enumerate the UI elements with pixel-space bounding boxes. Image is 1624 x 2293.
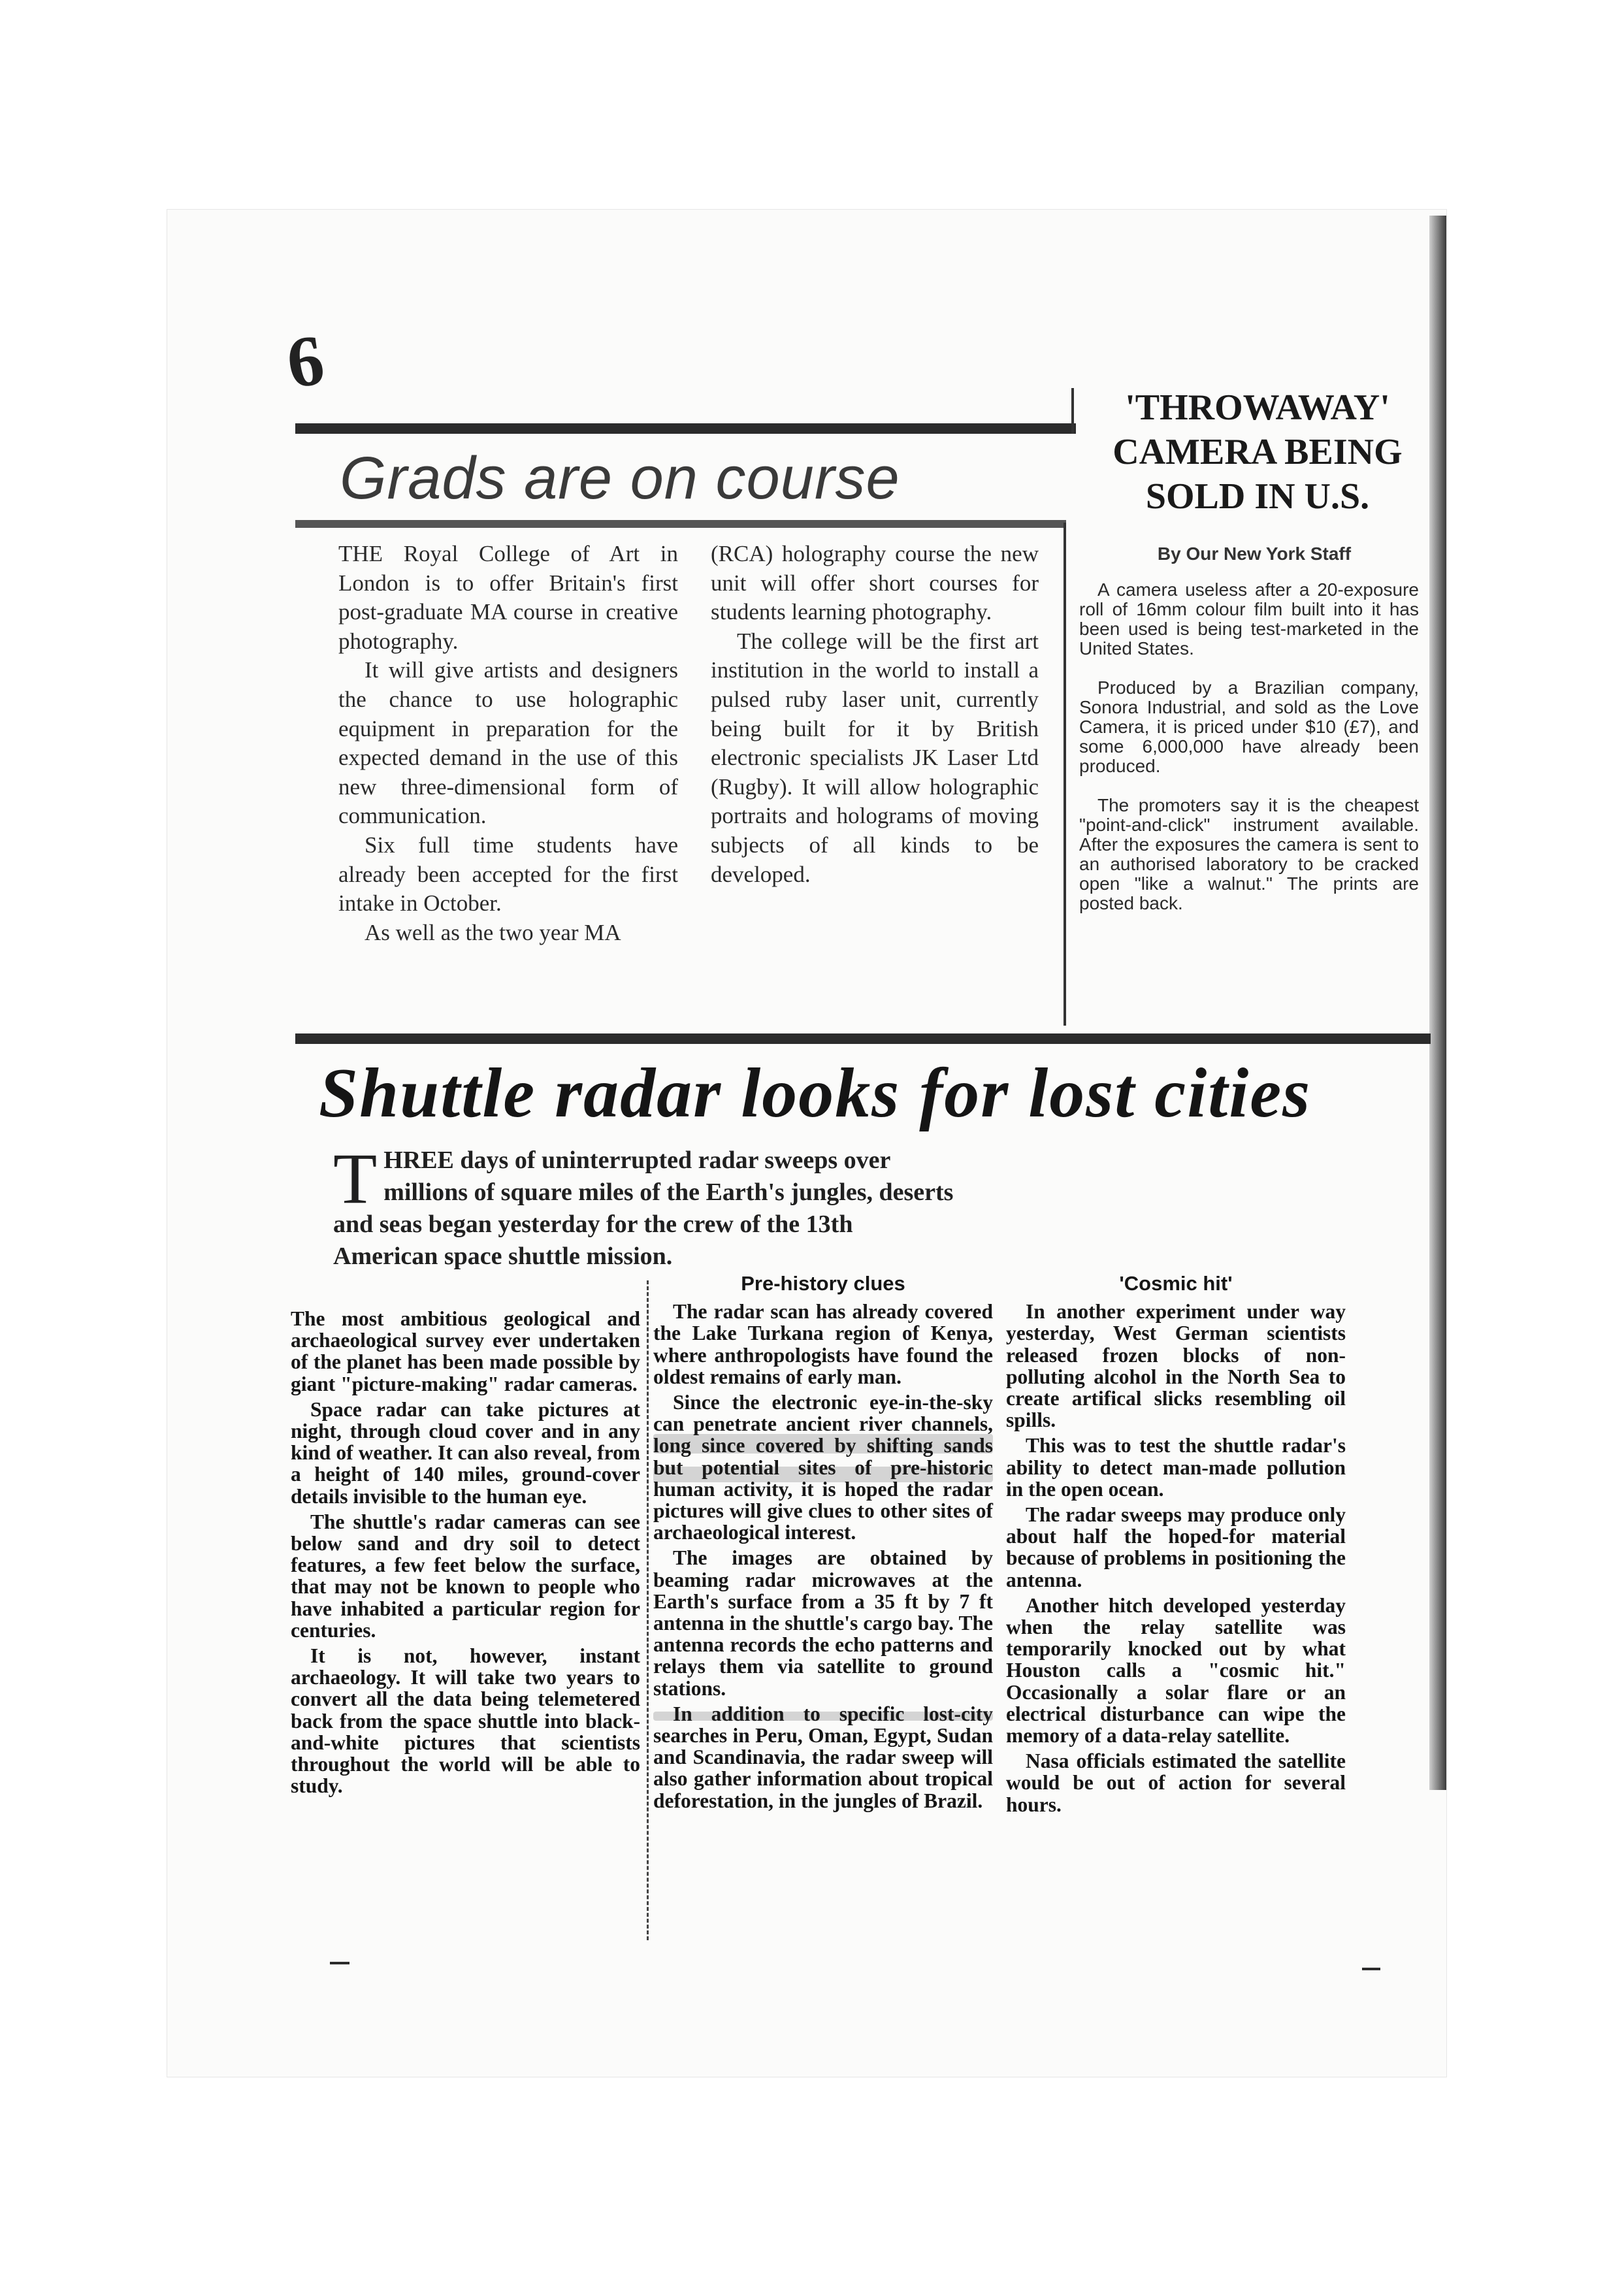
shuttle-col2-paragraph: Since the electronic eye-in-the-sky can penetrate ancient river channels, long since covered by shifting sands but potential sites of pre-historic human activity, it is hoped the radar pictures will give clues to other sites of archaeological interest. bbox=[653, 1391, 993, 1544]
shuttle-column-3 bbox=[1006, 1273, 1346, 1819]
footer-dash bbox=[1362, 1968, 1380, 1970]
shuttle-col3-paragraph: In another experiment under way yesterday, West German scientists released frozen blocks of non-polluting alcohol in the North Sea to create artifical slicks resembling oil spills. bbox=[1006, 1300, 1346, 1432]
sidebar-divider bbox=[1064, 523, 1066, 1026]
photocopy-smudge bbox=[653, 1434, 993, 1454]
throwaway-paragraph: A camera useless after a 20-exposure roll of 16mm colour film built into it has been used is being test-marketed in the United States. bbox=[1079, 579, 1419, 659]
throwaway-headline: 'THROWAWAY' CAMERA BEING SOLD IN U.S. bbox=[1112, 387, 1403, 517]
shuttle-col1-paragraph: The shuttle's radar cameras can see below sand and dry soil to detect features, a few feet below the surface, that may not be known to people who have inhabited a particular region for centuries. bbox=[291, 1510, 640, 1642]
grads-bottom-rule bbox=[295, 520, 1066, 528]
grads-col2-paragraph: The college will be the first art institution in the world to install a pulsed ruby laser unit, currently being built for it by British electronic specialists JK Laser Ltd (Rugby). It will allow holographic portraits and holograms of moving subjects of all kinds to be developed. bbox=[711, 628, 1039, 887]
page-edge-shadow bbox=[1429, 216, 1446, 1790]
shuttle-col1-paragraph: It is not, however, instant archaeology. It will take two years to convert all the data being telemetered back from the space shuttle into black-and-white pictures that scientists throughout the world will be able to study. bbox=[291, 1644, 640, 1798]
throwaway-byline: By Our New York Staff bbox=[1157, 544, 1352, 564]
shuttle-col1-paragraph: The most ambitious geological and archaeological survey ever undertaken of the planet has been made possible by giant "picture-making" radar cameras. bbox=[291, 1307, 640, 1395]
grads-col1-paragraph: THE Royal College of Art in London is to offer Britain's first post-graduate MA course in creative photography. bbox=[338, 541, 678, 654]
shuttle-intro bbox=[333, 1139, 960, 1273]
shuttle-col3-paragraph: The radar sweeps may produce only about half the hoped-for material because of problems in positioning the antenna. bbox=[1006, 1503, 1346, 1591]
shuttle-col3-paragraph: This was to test the shuttle radar's ability to detect man-made pollution in the open ocean. bbox=[1006, 1434, 1346, 1501]
shuttle-col3-paragraph: Another hitch developed yesterday when the relay satellite was temporarily knocked out by what Houston calls a "cosmic hit." Occasionally a solar flare or an electrical disturbance can wipe the memory of a data-relay satellite. bbox=[1006, 1593, 1346, 1748]
cosmic-hit-subhead: 'Cosmic hit' bbox=[1119, 1272, 1233, 1295]
shuttle-column-1 bbox=[291, 1308, 640, 1800]
grads-top-rule bbox=[295, 423, 1076, 434]
photocopy-smudge bbox=[653, 1712, 993, 1721]
footer-dash bbox=[330, 1962, 349, 1964]
shuttle-intro-text: HREE days of uninterrupted radar sweeps over millions of square miles of the Earth's jungles, deserts and seas began yesterday for the crew of the 13th American space shuttle mission. bbox=[333, 1146, 954, 1270]
prehistory-subhead: Pre-history clues bbox=[741, 1272, 905, 1295]
shuttle-col1-paragraph: Space radar can take pictures at night, through cloud cover and in any kind of weather. It can also reveal, from a height of 140 miles, ground-cover details invisible to the human eye. bbox=[291, 1397, 640, 1508]
shuttle-top-rule bbox=[295, 1033, 1431, 1044]
grads-headline: Grads are on course bbox=[340, 445, 900, 512]
photocopy-smudge bbox=[653, 1467, 993, 1482]
shuttle-column-2 bbox=[653, 1273, 993, 1815]
grads-col1-paragraph: As well as the two year MA bbox=[365, 919, 621, 945]
drop-cap: T bbox=[333, 1139, 378, 1218]
page-number: 6 bbox=[282, 319, 329, 404]
grads-column-1 bbox=[338, 540, 678, 947]
grads-col1-paragraph: It will give artists and designers the chance to use holographic equipment in preparation for the expected demand in the use of this new three-dimensional form of communication. bbox=[338, 657, 678, 829]
shuttle-headline: Shuttle radar looks for lost cities bbox=[319, 1054, 1312, 1132]
throwaway-body bbox=[1079, 580, 1419, 933]
shuttle-col2-paragraph: The radar scan has already covered the Lake Turkana region of Kenya, where anthropologists have found the oldest remains of early man. bbox=[653, 1300, 993, 1388]
shuttle-column-divider bbox=[647, 1280, 649, 1940]
shuttle-col2-paragraph: In addition to specific lost-city searches in Peru, Oman, Egypt, Sudan and Scandinavia, the radar sweep will also gather information about tropical deforestation, in the jungles of Brazil. bbox=[653, 1702, 993, 1812]
shuttle-col3-paragraph: Nasa officials estimated the satellite would be out of action for several hours. bbox=[1006, 1749, 1346, 1816]
throwaway-paragraph: Produced by a Brazilian company, Sonora Industrial, and sold as the Love Camera, it is priced under $10 (£7), and some 6,000,000 have already been produced. bbox=[1079, 677, 1419, 776]
grads-col2-paragraph: (RCA) holography course the new unit will offer short courses for students learning photography. bbox=[711, 541, 1039, 625]
throwaway-paragraph: The promoters say it is the cheapest "point-and-click" instrument available. After the exposures the camera is sent to an authorised laboratory to be cracked open "like a walnut." The prints are posted back. bbox=[1079, 795, 1419, 913]
shuttle-col2-paragraph: The images are obtained by beaming radar microwaves at the Earth's surface from a 35 ft by 7 ft antenna in the shuttle's cargo bay. The antenna records the echo patterns and relays them via satellite to ground stations. bbox=[653, 1546, 993, 1700]
grads-col1-paragraph: Six full time students have already been accepted for the first intake in October. bbox=[338, 832, 678, 917]
header-vertical-rule bbox=[1071, 388, 1074, 434]
grads-column-2 bbox=[711, 540, 1039, 889]
